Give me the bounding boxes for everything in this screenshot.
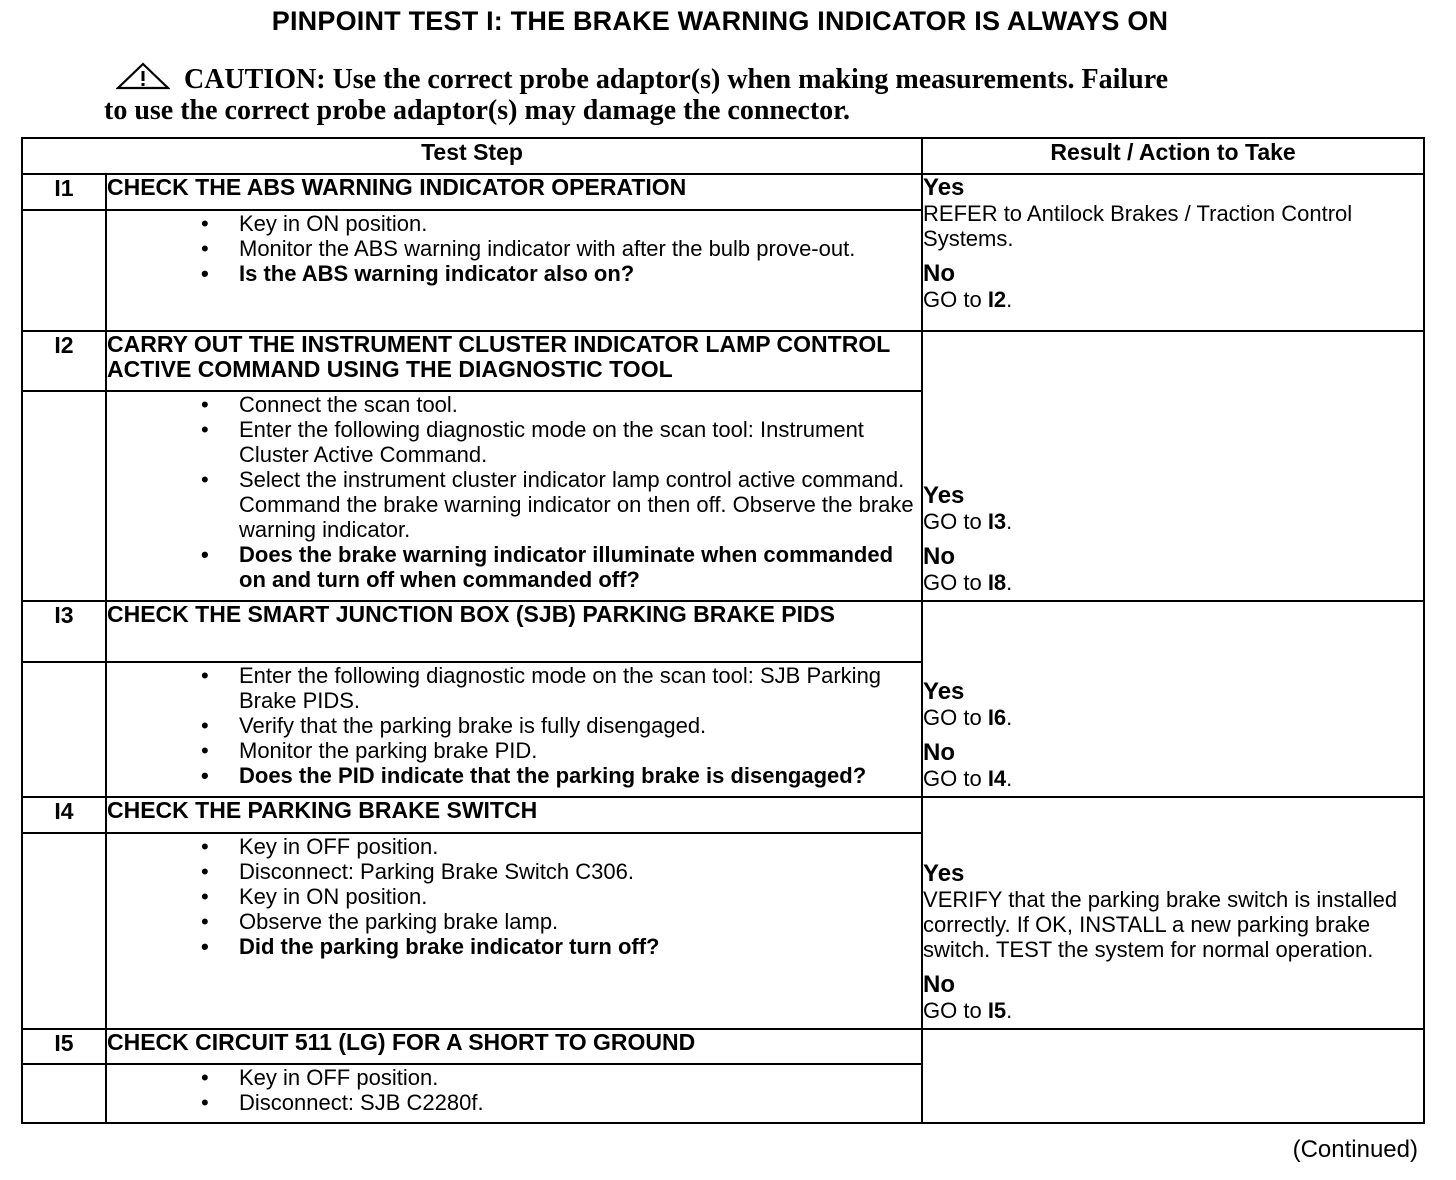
yes-action: REFER to Antilock Brakes / Traction Control Systems.	[923, 201, 1353, 251]
header-result: Result / Action to Take	[922, 138, 1424, 174]
test-steps-table	[21, 137, 1425, 1124]
step-question: • Did the parking brake indicator turn off?	[239, 934, 921, 959]
list-item: • Disconnect: Parking Brake Switch C306.	[239, 859, 921, 884]
step-id: I4	[22, 797, 106, 833]
list-item: • Key in OFF position.	[239, 834, 921, 859]
continued-note: (Continued)	[1292, 1136, 1418, 1163]
caution-text-line1: Use the correct probe adaptor(s) when making measurements. Failure	[332, 64, 1169, 95]
goto-link-i3: I3	[987, 509, 1007, 534]
step-title: CHECK THE SMART JUNCTION BOX (SJB) PARKING BRAKE PIDS	[106, 601, 922, 662]
yes-label: Yes	[923, 174, 965, 201]
goto-link-i5: I5	[987, 998, 1007, 1023]
no-label: No	[923, 971, 956, 998]
no-action: GO to I8.	[923, 570, 1013, 595]
step-id: I5	[22, 1029, 106, 1064]
no-action: GO to I2.	[923, 287, 1013, 312]
step-id: I2	[22, 331, 106, 391]
step-result-i2	[922, 331, 1424, 601]
yes-label: Yes	[923, 482, 965, 509]
goto-link-i4: I4	[987, 766, 1007, 791]
list-item: • Enter the following diagnostic mode on the scan tool: Instrument Cluster Active Command.	[239, 417, 921, 467]
step-id-spacer	[22, 391, 106, 601]
step-id-spacer	[22, 210, 106, 331]
list-item: • Enter the following diagnostic mode on the scan tool: SJB Parking Brake PIDS.	[239, 663, 921, 713]
page-title: PINPOINT TEST I: THE BRAKE WARNING INDICATOR IS ALWAYS ON	[271, 6, 1169, 36]
list-item: • Key in ON position.	[239, 211, 921, 236]
goto-link-i2: I2	[987, 287, 1007, 312]
step-id-spacer	[22, 1064, 106, 1123]
list-item: • Monitor the parking brake PID.	[239, 738, 921, 763]
list-item: • Connect the scan tool.	[239, 392, 921, 417]
step-title: CHECK THE ABS WARNING INDICATOR OPERATION	[106, 174, 922, 210]
step-title-row-i3	[22, 601, 1424, 662]
step-id-spacer	[22, 662, 106, 797]
header-test-step: Test Step	[22, 138, 922, 174]
list-item: • Observe the parking brake lamp.	[239, 909, 921, 934]
caution-label: CAUTION:	[184, 64, 326, 95]
list-item: • Select the instrument cluster indicator lamp control active command. Command the brake warning indicator on then off. Observe the brake warning indicator.	[239, 467, 921, 542]
step-id: I1	[22, 174, 106, 210]
step-actions	[106, 662, 922, 797]
step-title-row-i4	[22, 797, 1424, 833]
goto-link-i6: I6	[987, 705, 1007, 730]
step-title: CARRY OUT THE INSTRUMENT CLUSTER INDICATOR LAMP CONTROL ACTIVE COMMAND USING THE DIAGNOSTIC TOOL	[106, 331, 922, 391]
step-actions	[106, 833, 922, 1029]
list-item: • Monitor the ABS warning indicator with after the bulb prove-out.	[239, 236, 921, 261]
list-item: • Verify that the parking brake is fully disengaged.	[239, 713, 921, 738]
step-title: CHECK THE PARKING BRAKE SWITCH	[106, 797, 922, 833]
yes-action: GO to I6.	[923, 705, 1013, 730]
step-title-row-i2	[22, 331, 1424, 391]
warning-triangle-icon	[116, 62, 170, 90]
step-title: CHECK CIRCUIT 511 (LG) FOR A SHORT TO GROUND	[106, 1029, 922, 1064]
step-actions	[106, 391, 922, 601]
step-question: • Does the brake warning indicator illuminate when commanded on and turn off when commanded off?	[239, 542, 921, 592]
table-header-row	[22, 138, 1424, 174]
step-id: I3	[22, 601, 106, 662]
step-question: • Is the ABS warning indicator also on?	[239, 261, 921, 286]
step-result-i4	[922, 797, 1424, 1029]
list-item: • Key in OFF position.	[239, 1065, 921, 1090]
step-result-i5	[922, 1029, 1424, 1123]
step-id-spacer	[22, 833, 106, 1029]
no-action: GO to I4.	[923, 766, 1013, 791]
no-label: No	[923, 543, 956, 570]
step-actions	[106, 210, 922, 331]
step-title-row-i1	[22, 174, 1424, 210]
caution-text-line2: to use the correct probe adaptor(s) may damage the connector.	[104, 95, 851, 126]
step-question: • Does the PID indicate that the parking brake is disengaged?	[239, 763, 921, 788]
no-label: No	[923, 739, 956, 766]
step-actions	[106, 1064, 922, 1123]
step-title-row-i5	[22, 1029, 1424, 1064]
yes-label: Yes	[923, 860, 965, 887]
yes-action: VERIFY that the parking brake switch is installed correctly. If OK, INSTALL a new parking brake switch. TEST the system for normal operation.	[923, 887, 1398, 962]
no-label: No	[923, 260, 956, 287]
yes-action: GO to I3.	[923, 509, 1013, 534]
list-item: • Key in ON position.	[239, 884, 921, 909]
list-item: • Disconnect: SJB C2280f.	[239, 1090, 921, 1115]
no-action: GO to I5.	[923, 998, 1013, 1023]
goto-link-i8: I8	[987, 570, 1007, 595]
yes-label: Yes	[923, 678, 965, 705]
caution-notice	[104, 62, 1334, 126]
step-result-i3	[922, 601, 1424, 797]
step-result-i1	[922, 174, 1424, 331]
